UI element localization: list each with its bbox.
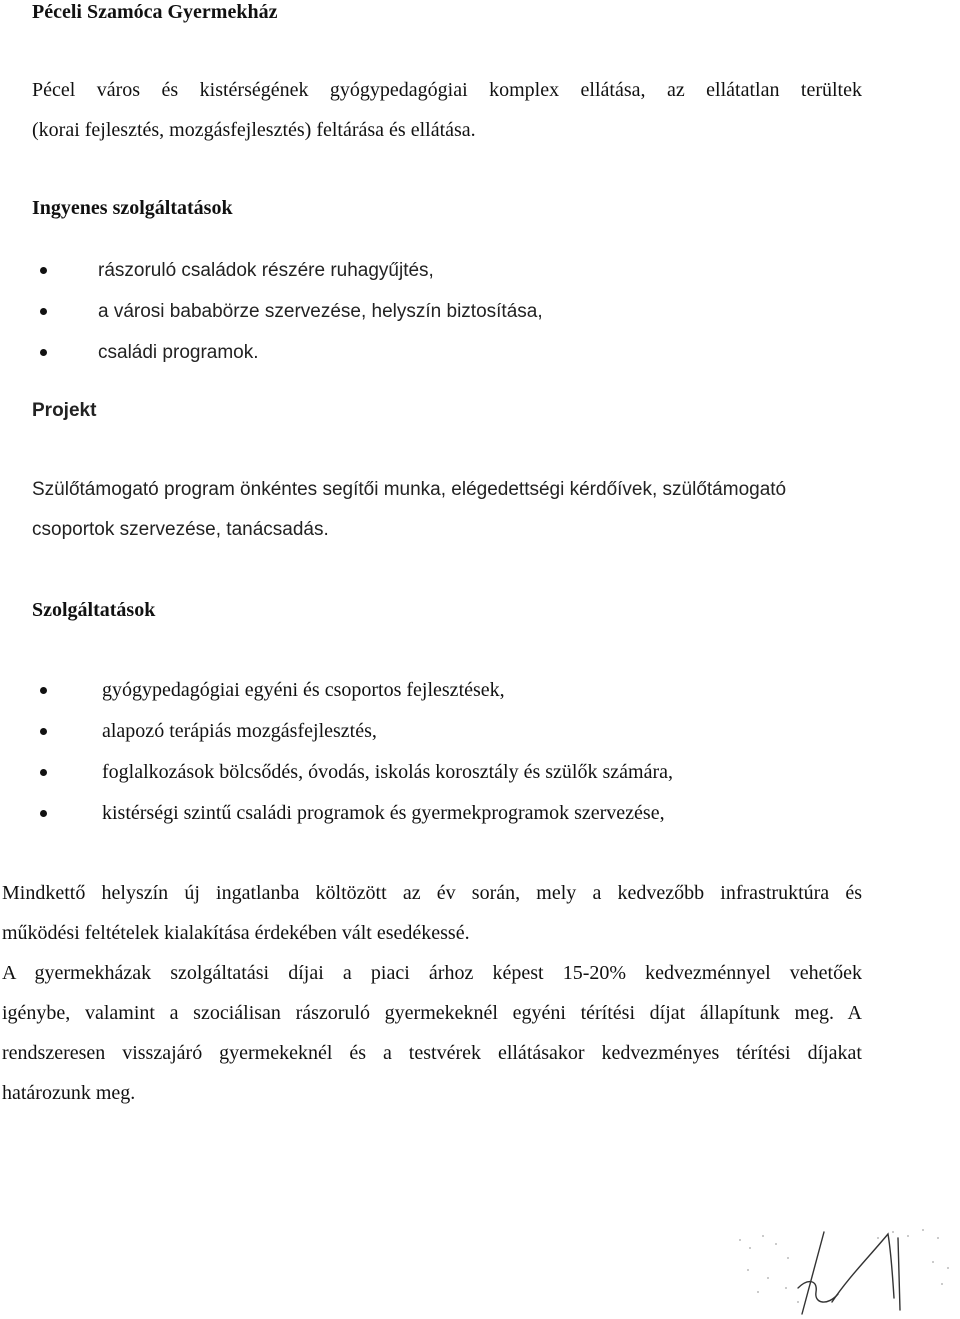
list-item-label: rászoruló családok részére ruhagyűjtés, (98, 260, 434, 281)
list-item (36, 332, 543, 373)
bullet-icon (40, 769, 47, 776)
bullet-icon (40, 267, 47, 274)
list-item (36, 670, 673, 711)
signature-strokes (798, 1232, 900, 1314)
services-list (36, 670, 673, 834)
list-item (36, 711, 673, 752)
intro-line: (korai fejlesztés, mozgásfejlesztés) feltárása és ellátása. (32, 119, 476, 141)
closing-line: működési feltételek kialakítása érdekében vált esedékessé. (2, 922, 470, 944)
project-paragraph (32, 470, 862, 550)
closing-line: rendszeresen visszajáró gyermekeknél és a testvérek ellátásakor kedvezményes térítési díjakat (2, 1042, 862, 1064)
list-item-label: családi programok. (98, 342, 259, 363)
bullet-icon (40, 687, 47, 694)
closing-line: A gyermekházak szolgáltatási díjai a piaci árhoz képest 15-20% kedvezménnyel vehetőek (2, 962, 862, 984)
project-line: csoportok szervezése, tanácsadás. (32, 519, 329, 540)
closing-line: Mindkettő helyszín új ingatlanba költözött az év során, mely a kedvezőbb infrastruktúra és (2, 882, 862, 904)
bullet-icon (40, 810, 47, 817)
closing-line: igénybe, valamint a szociálisan rászoruló gyermekeknél egyéni térítési díjat állapítunk meg. A (2, 1002, 862, 1024)
intro-line: Pécel város és kistérségének gyógypedagógiai komplex ellátása, az ellátatlan terültek (32, 79, 862, 101)
page-title: Péceli Szamóca Gyermekház (32, 1, 278, 23)
free-services-list (36, 250, 543, 373)
list-item (36, 793, 673, 834)
bullet-icon (40, 728, 47, 735)
list-item-label: gyógypedagógiai egyéni és csoportos fejlesztések, (102, 679, 505, 701)
services-heading: Szolgáltatások (32, 599, 156, 621)
project-heading: Projekt (32, 400, 97, 421)
bullet-icon (40, 349, 47, 356)
project-line: Szülőtámogató program önkéntes segítői munka, elégedettségi kérdőívek, szülőtámogató (32, 479, 787, 500)
list-item-label: alapozó terápiás mozgásfejlesztés, (102, 720, 377, 742)
handwritten-signature (728, 1218, 960, 1319)
list-item-label: foglalkozások bölcsődés, óvodás, iskolás korosztály és szülők számára, (102, 761, 673, 783)
stamp-speckle (739, 1229, 949, 1303)
closing-line: határozunk meg. (2, 1082, 136, 1104)
bullet-icon (40, 308, 47, 315)
free-services-heading: Ingyenes szolgáltatások (32, 197, 233, 219)
list-item-label: a városi bababörze szervezése, helyszín biztosítása, (98, 301, 543, 322)
list-item (36, 291, 543, 332)
intro-paragraph (32, 70, 862, 150)
closing-paragraphs (2, 873, 862, 1113)
list-item (36, 752, 673, 793)
list-item-label: kistérségi szintű családi programok és gyermekprogramok szervezése, (102, 802, 665, 824)
list-item (36, 250, 543, 291)
